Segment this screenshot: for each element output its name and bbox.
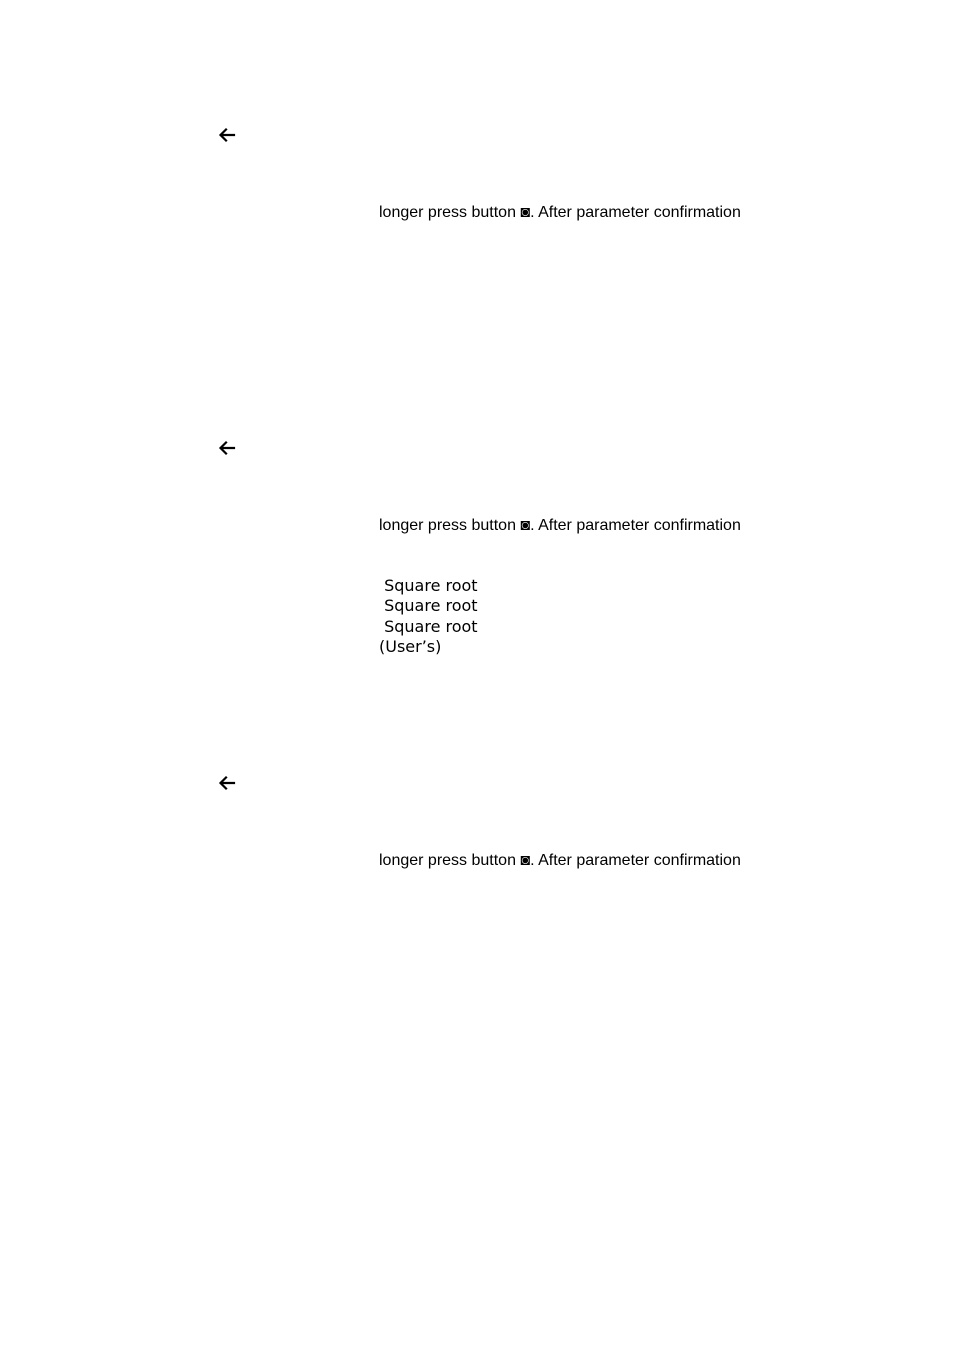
arrow-left-icon: [218, 775, 236, 791]
option-line: Square root: [379, 596, 478, 615]
instruction-text: longer press button ◙. After parameter confirmation: [379, 517, 741, 534]
arrow-left-icon: [218, 127, 236, 143]
arrow-left-icon: [218, 440, 236, 456]
instruction-text: longer press button ◙. After parameter confirmation: [379, 852, 741, 869]
instruction-text: longer press button ◙. After parameter confirmation: [379, 204, 741, 221]
option-line: Square root: [379, 576, 478, 595]
option-line: Square root: [379, 617, 478, 636]
option-line: (User’s): [379, 637, 442, 656]
